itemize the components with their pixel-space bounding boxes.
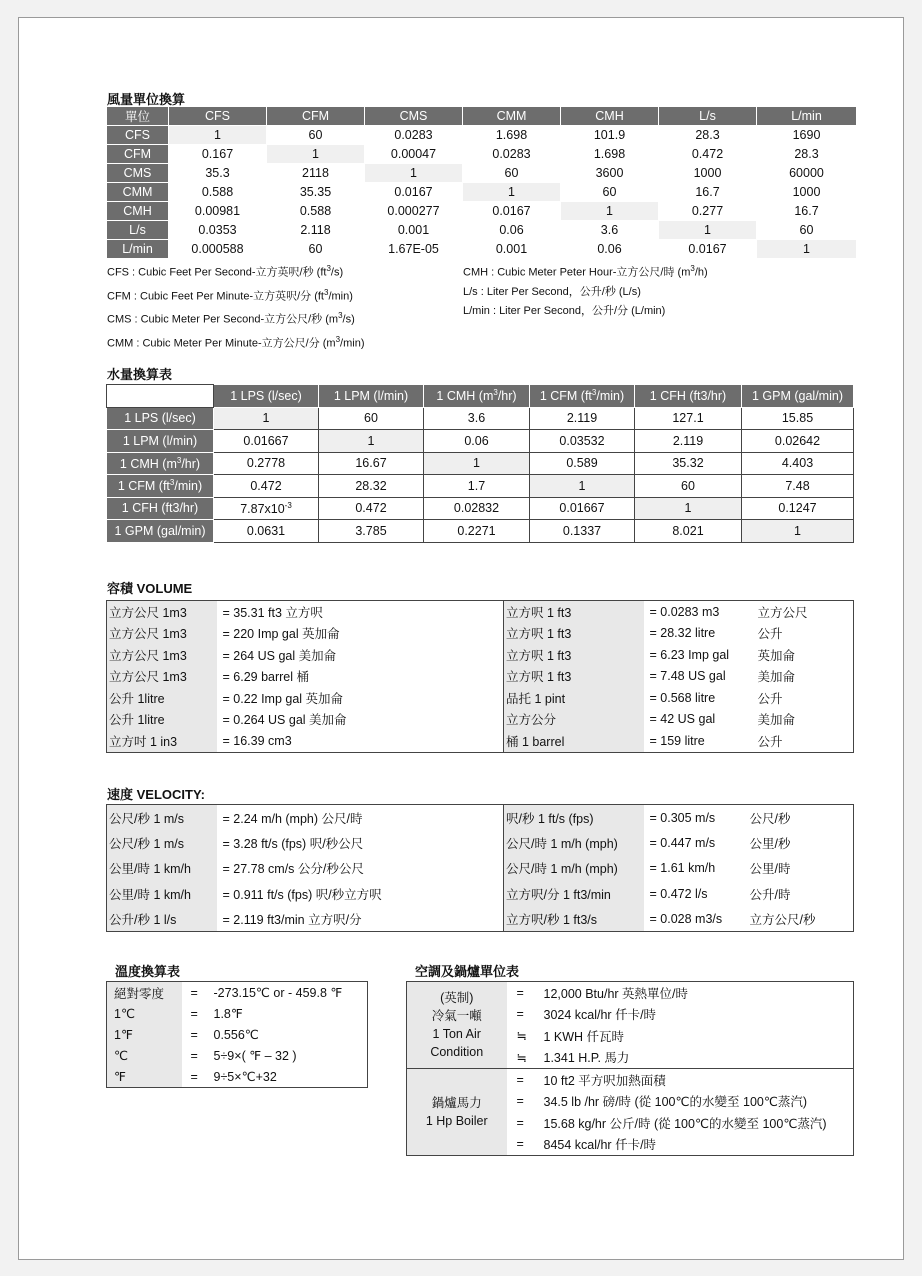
airflow-cell: 1 [757, 240, 857, 259]
temperature-row [107, 982, 368, 1004]
airflow-cell: 0.277 [659, 202, 757, 221]
airflow-cell: 35.35 [267, 183, 365, 202]
hvac-cell: = [516, 1137, 524, 1152]
airflow-note: CMS : Cubic Meter Per Second-立方公尺/秒 $(m^3/s)$ [107, 311, 355, 326]
airflow-cell: 0.000588 [169, 240, 267, 259]
airflow-cell: 1 [169, 126, 267, 145]
hvac-cell: = [516, 1115, 524, 1130]
water-row-label: 1 LPS (l/sec) [107, 407, 214, 430]
airflow-note: CMM : Cubic Meter Per Minute-立方公尺/分 $(m^3/\min)$ [107, 334, 365, 350]
airflow-cell: 1.698 [463, 126, 561, 145]
volume-row [107, 687, 854, 709]
water-cell: 7.48 [742, 475, 854, 498]
water-cell: 0.06 [424, 430, 530, 453]
airflow-note: CMH : Cubic Meter Peter Hour-立方公尺/時 $(m^3/h)$ [463, 264, 708, 279]
hvac-cell: ≒ [516, 1050, 527, 1065]
airflow-note: CFM : Cubic Feet Per Minute-立方英呎/分 $(ft^3/\min)$ [107, 287, 353, 303]
water-header-cell: 1 CFM $(ft^3/\min)$ [530, 385, 635, 408]
hvac-group1-label-line: 1 Ton Air [432, 1027, 481, 1041]
airflow-cell: 1000 [659, 164, 757, 183]
velocity-cell: 公尺/秒 1 m/s [107, 805, 217, 831]
velocity-cell: 呎/秒 1 ft/s (fps) [504, 805, 644, 831]
temperature-cell: = [190, 1069, 198, 1084]
velocity-cell: 公升/時 [749, 887, 791, 902]
temperature-cell: 1℉ [107, 1024, 182, 1045]
page [18, 17, 904, 1260]
airflow-cell: 2.118 [267, 221, 365, 240]
volume-cell: = 35.31 ft3 立方呎 [222, 605, 323, 620]
volume-cell: 立方公尺 1m3 [107, 623, 217, 645]
superscript: 3 [335, 334, 341, 344]
airflow-row [107, 221, 857, 240]
water-cell: 1 [424, 452, 530, 475]
temperature-row [107, 1045, 368, 1066]
airflow-cell: 60 [267, 126, 365, 145]
superscript: 3 [338, 311, 343, 321]
volume-cell: 桶 1 barrel [504, 730, 644, 752]
water-cell: 1 [742, 520, 854, 543]
volume-row [107, 666, 854, 688]
airflow-cell: 0.588 [169, 183, 267, 202]
water-row-label: 1 CFM $(ft^3/\min)$ [107, 475, 214, 498]
volume-cell: 品托 1 pint [504, 687, 644, 709]
volume-table [106, 600, 854, 753]
water-cell: $7.87x10^{-3}$ [214, 497, 319, 520]
superscript: 3 [323, 287, 329, 297]
temperature-row [107, 1024, 368, 1045]
airflow-cell: 60 [267, 240, 365, 259]
hvac-cell: = [507, 1069, 534, 1091]
water-row-label: 1 CMH $(m^3/hr)$ [107, 452, 214, 475]
hvac-cell: = [516, 1094, 524, 1109]
hvac-row [407, 1069, 854, 1091]
water-cell: 35.32 [635, 452, 742, 475]
water-header-cell: 1 LPS (l/sec) [214, 385, 319, 408]
hvac-cell: 3024 kcal/hr 仟卡/時 [543, 1008, 657, 1023]
water-cell: 0.03532 [530, 430, 635, 453]
water-cell: 0.1247 [742, 497, 854, 520]
temperature-cell: ℉ [107, 1066, 182, 1088]
water-cell: 16.67 [319, 452, 424, 475]
hvac-title: 空調及鍋爐單位表 [415, 964, 520, 979]
water-cell: 0.1337 [530, 520, 635, 543]
airflow-row-label: CFS [107, 126, 169, 145]
airflow-cell: 3.6 [561, 221, 659, 240]
temperature-cell: = [190, 1048, 198, 1063]
airflow-cell: 0.0167 [463, 202, 561, 221]
water-row [107, 520, 854, 543]
airflow-cell: 0.001 [463, 240, 561, 259]
volume-cell: 美加侖 [757, 713, 796, 728]
volume-cell: = 28.32 litre [649, 626, 716, 641]
velocity-cell: 公尺/時 1 m/h (mph) [504, 856, 644, 881]
airflow-cell: 1000 [757, 183, 857, 202]
airflow-table [106, 106, 857, 259]
volume-cell: 立方呎 1 ft3 [504, 666, 644, 688]
water-row-label: 1 GPM (gal/min) [107, 520, 214, 543]
water-cell: 1 [319, 430, 424, 453]
water-cell: 0.0631 [214, 520, 319, 543]
temperature-cell: 1℃ [107, 1003, 182, 1024]
airflow-cell: 3600 [561, 164, 659, 183]
temperature-cell: 1.8℉ [213, 1007, 243, 1021]
hvac-group2-label [407, 1069, 507, 1156]
volume-cell: 公升 [757, 691, 783, 706]
hvac-cell: = [516, 985, 524, 1000]
airflow-row [107, 164, 857, 183]
volume-title: 容積 VOLUME [107, 581, 193, 596]
superscript: -3 [284, 500, 292, 510]
airflow-cell: 1 [463, 183, 561, 202]
airflow-notes-left [107, 259, 365, 354]
airflow-cell: 1 [267, 145, 365, 164]
velocity-cell: = 2.119 ft3/min 立方呎/分 [222, 912, 362, 927]
water-cell: 2.119 [530, 407, 635, 430]
volume-cell: 英加侖 [757, 648, 796, 663]
water-cell: 0.01667 [530, 497, 635, 520]
airflow-cell: 28.3 [659, 126, 757, 145]
airflow-cell: 0.00981 [169, 202, 267, 221]
superscript: 3 [493, 388, 498, 398]
airflow-cell: 1 [561, 202, 659, 221]
volume-row [107, 730, 854, 752]
volume-cell: = 0.568 litre [649, 690, 716, 705]
volume-cell: = 16.39 cm3 [222, 733, 292, 748]
volume-cell: 公升 1litre [107, 709, 217, 731]
temperature-cell: -273.15℃ or - 459.8 ℉ [213, 986, 343, 1000]
airflow-header-row [107, 107, 857, 126]
water-cell: 0.472 [214, 475, 319, 498]
airflow-header-cell: L/min [757, 107, 857, 126]
airflow-row [107, 183, 857, 202]
airflow-notes-right [463, 259, 708, 321]
water-cell: 1 [214, 407, 319, 430]
water-row [107, 407, 854, 430]
airflow-cell: 2118 [267, 164, 365, 183]
velocity-cell: 公里/時 [749, 862, 791, 877]
temperature-row [107, 1003, 368, 1024]
velocity-cell: = 0.028 m3/s [649, 911, 723, 926]
airflow-cell: 0.0167 [365, 183, 463, 202]
velocity-cell: 立方呎/分 1 ft3/min [504, 881, 644, 906]
airflow-cell: 101.9 [561, 126, 659, 145]
water-table [106, 384, 854, 543]
water-cell: 0.2271 [424, 520, 530, 543]
airflow-note: CFS : Cubic Feet Per Second-立方英呎/秒 $(ft^3/s)$ [107, 264, 344, 279]
airflow-header-cell: CMS [365, 107, 463, 126]
temperature-cell: = [190, 1027, 198, 1042]
hvac-group1-label-line: 冷氣一噸 [431, 1009, 482, 1023]
velocity-row [107, 906, 854, 932]
velocity-cell: 公尺/秒 [749, 811, 791, 826]
volume-cell: = 264 US gal 美加侖 [222, 648, 337, 663]
hvac-cell: 12,000 Btu/hr 英熱單位/時 [543, 986, 689, 1001]
airflow-row-label: CMH [107, 202, 169, 221]
volume-cell: = 220 Imp gal 英加侖 [222, 627, 340, 642]
water-header-cell: 1 LPM (l/min) [319, 385, 424, 408]
water-header-row [107, 385, 854, 408]
airflow-row-label: CMM [107, 183, 169, 202]
volume-cell: 立方公分 [504, 709, 644, 731]
airflow-cell: 16.7 [659, 183, 757, 202]
velocity-title: 速度 VELOCITY: [107, 787, 205, 802]
airflow-cell: 60000 [757, 164, 857, 183]
water-row [107, 497, 854, 520]
hvac-table [406, 981, 854, 1156]
velocity-cell: 公尺/秒 1 m/s [107, 830, 217, 855]
hvac-cell: = [516, 1007, 524, 1022]
airflow-header-cell: CFS [169, 107, 267, 126]
temperature-title: 溫度換算表 [115, 964, 181, 979]
airflow-row-label: L/s [107, 221, 169, 240]
hvac-group1-label-line: Condition [430, 1045, 484, 1059]
temperature-cell: = [190, 985, 198, 1000]
water-row-label: 1 CFH (ft3/hr) [107, 497, 214, 520]
hvac-cell: 10 ft2 平方呎加熱面積 [534, 1069, 854, 1091]
hvac-group1-label-line: (英制) [440, 991, 474, 1005]
water-header-cell [107, 385, 214, 408]
water-cell: 15.85 [742, 407, 854, 430]
volume-cell: = 42 US gal [649, 712, 716, 727]
water-cell: 3.785 [319, 520, 424, 543]
airflow-cell: 35.3 [169, 164, 267, 183]
velocity-row [107, 805, 854, 831]
velocity-cell: 公升/秒 1 l/s [107, 906, 217, 932]
airflow-header-cell: 單位 [107, 107, 169, 126]
airflow-cell: 1690 [757, 126, 857, 145]
airflow-cell: 0.001 [365, 221, 463, 240]
hvac-cell: 15.68 kg/hr 公斤/時 (從 100℃的水變至 100℃蒸汽) [543, 1116, 827, 1131]
water-cell: 0.589 [530, 452, 635, 475]
airflow-cell: 1 [365, 164, 463, 183]
volume-cell: 公升 1litre [107, 687, 217, 709]
volume-row [107, 601, 854, 623]
volume-cell: 立方呎 1 ft3 [504, 644, 644, 666]
airflow-cell: 60 [561, 183, 659, 202]
water-cell: 127.1 [635, 407, 742, 430]
hvac-cell: 8454 kcal/hr 仟卡/時 [543, 1138, 657, 1153]
airflow-cell: 1.67E-05 [365, 240, 463, 259]
velocity-cell: = 0.305 m/s [649, 810, 716, 825]
superscript: 3 [326, 264, 331, 273]
airflow-cell: 0.0283 [365, 126, 463, 145]
airflow-row [107, 240, 857, 259]
water-cell: 0.472 [319, 497, 424, 520]
velocity-cell: = 1.61 km/h [649, 861, 716, 876]
water-cell: 28.32 [319, 475, 424, 498]
airflow-cell: 0.06 [561, 240, 659, 259]
airflow-title: 風量單位換算 [107, 92, 186, 107]
volume-row [107, 644, 854, 666]
airflow-cell: 0.0283 [463, 145, 561, 164]
volume-row [107, 623, 854, 645]
airflow-row [107, 126, 857, 145]
airflow-row-label: CFM [107, 145, 169, 164]
velocity-cell: = 2.24 m/h (mph) 公尺/時 [222, 811, 363, 826]
velocity-cell: = 3.28 ft/s (fps) 呎/秒公尺 [222, 836, 364, 851]
water-cell: 0.02832 [424, 497, 530, 520]
airflow-header-cell: CFM [267, 107, 365, 126]
airflow-header-cell: L/s [659, 107, 757, 126]
water-row [107, 430, 854, 453]
airflow-cell: 0.0353 [169, 221, 267, 240]
velocity-cell: = 0.447 m/s [649, 835, 716, 850]
volume-cell: = 6.23 Imp gal [649, 647, 730, 662]
water-header-cell: 1 CFH (ft3/hr) [635, 385, 742, 408]
volume-cell: 公升 [757, 734, 783, 749]
water-cell: 4.403 [742, 452, 854, 475]
water-cell: 1 [530, 475, 635, 498]
airflow-row [107, 145, 857, 164]
superscript: 3 [169, 478, 175, 488]
hvac-row [407, 982, 854, 1004]
temperature-row [107, 1066, 368, 1088]
airflow-note: L/min : Liter Per Second，公升/分 (L/min) [463, 304, 666, 317]
velocity-cell: = 0.911 ft/s (fps) 呎/秒立方呎 [222, 887, 382, 902]
temperature-cell: 5÷9×( ℉ – 32 ) [213, 1049, 297, 1063]
water-cell: 3.6 [424, 407, 530, 430]
temperature-cell: 0.556℃ [213, 1028, 259, 1042]
velocity-cell: 公里/秒 [749, 836, 791, 851]
water-cell: 2.119 [635, 430, 742, 453]
volume-cell: 立方公尺 1m3 [107, 601, 217, 623]
volume-cell: = 159 litre [649, 733, 705, 748]
velocity-cell: 立方公尺/秒 [749, 912, 816, 927]
volume-cell: = 0.0283 m3 [649, 604, 720, 619]
water-cell: 0.2778 [214, 452, 319, 475]
airflow-note: L/s : Liter Per Second，公升/秒 (L/s) [463, 285, 641, 298]
water-header-cell: 1 GPM (gal/min) [742, 385, 854, 408]
velocity-cell: = 0.472 l/s [649, 886, 708, 901]
volume-cell: = 7.48 US gal [649, 669, 726, 684]
volume-cell: 立方公尺 1m3 [107, 666, 217, 688]
water-cell: 0.01667 [214, 430, 319, 453]
volume-cell: 立方公尺 [757, 605, 808, 620]
volume-cell: = 6.29 barrel 桶 [222, 670, 310, 685]
airflow-cell: 0.167 [169, 145, 267, 164]
water-cell: 8.021 [635, 520, 742, 543]
hvac-group2-label-line: 1 Hp Boiler [425, 1114, 488, 1128]
volume-cell: 立方吋 1 in3 [107, 730, 217, 752]
airflow-row [107, 202, 857, 221]
superscript: 3 [176, 455, 182, 465]
airflow-row-label: CMS [107, 164, 169, 183]
temperature-table [106, 981, 368, 1088]
hvac-group1-label [407, 982, 507, 1069]
water-row-label: 1 LPM (l/min) [107, 430, 214, 453]
airflow-cell: 60 [757, 221, 857, 240]
superscript: 3 [690, 264, 695, 273]
airflow-cell: 0.00047 [365, 145, 463, 164]
airflow-header-cell: CMH [561, 107, 659, 126]
velocity-cell: 立方呎/秒 1 ft3/s [504, 906, 644, 932]
volume-cell: = 0.22 Imp gal 英加侖 [222, 691, 344, 706]
volume-cell: 立方呎 1 ft3 [504, 623, 644, 645]
airflow-cell: 0.000277 [365, 202, 463, 221]
water-row [107, 452, 854, 475]
water-cell: 1 [635, 497, 742, 520]
hvac-cell: 1 KWH 仟瓦時 [543, 1029, 625, 1044]
temperature-cell: = [190, 1006, 198, 1021]
water-row [107, 475, 854, 498]
volume-cell: = 0.264 US gal 美加侖 [222, 713, 347, 728]
velocity-cell: = 27.78 cm/s 公分/秒公尺 [222, 862, 364, 877]
volume-row [107, 709, 854, 731]
airflow-cell: 16.7 [757, 202, 857, 221]
velocity-cell: 公里/時 1 km/h [107, 856, 217, 881]
airflow-cell: 28.3 [757, 145, 857, 164]
hvac-group2-label-line: 鍋爐馬力 [431, 1096, 482, 1110]
airflow-cell: 60 [463, 164, 561, 183]
temperature-cell: ℃ [107, 1045, 182, 1066]
velocity-row [107, 881, 854, 906]
velocity-row [107, 830, 854, 855]
water-cell: 60 [319, 407, 424, 430]
airflow-cell: 0.0167 [659, 240, 757, 259]
airflow-cell: 0.588 [267, 202, 365, 221]
hvac-cell: ≒ [516, 1029, 527, 1044]
airflow-header-cell: CMM [463, 107, 561, 126]
velocity-table [106, 804, 854, 932]
airflow-cell: 0.472 [659, 145, 757, 164]
temperature-cell: 9÷5×℃+32 [213, 1070, 277, 1084]
hvac-cell: 34.5 lb /hr 磅/時 (從 100℃的水變至 100℃蒸汽) [543, 1095, 808, 1110]
volume-cell: 立方呎 1 ft3 [504, 601, 644, 623]
airflow-cell: 1.698 [561, 145, 659, 164]
airflow-row-label: L/min [107, 240, 169, 259]
water-cell: 60 [635, 475, 742, 498]
water-cell: 0.02642 [742, 430, 854, 453]
water-title: 水量換算表 [107, 367, 173, 382]
velocity-cell: 公尺/時 1 m/h (mph) [504, 830, 644, 855]
airflow-cell: 0.06 [463, 221, 561, 240]
velocity-cell: 公里/時 1 km/h [107, 881, 217, 906]
water-cell: 1.7 [424, 475, 530, 498]
volume-cell: 美加侖 [757, 670, 796, 685]
water-header-cell: 1 CMH $(m^3/hr)$ [424, 385, 530, 408]
superscript: 3 [591, 388, 597, 398]
volume-cell: 立方公尺 1m3 [107, 644, 217, 666]
hvac-cell: 1.341 H.P. 馬力 [543, 1051, 630, 1066]
volume-cell: 公升 [757, 627, 783, 642]
velocity-row [107, 856, 854, 881]
airflow-cell: 1 [659, 221, 757, 240]
temperature-cell: 絕對零度 [107, 982, 182, 1004]
